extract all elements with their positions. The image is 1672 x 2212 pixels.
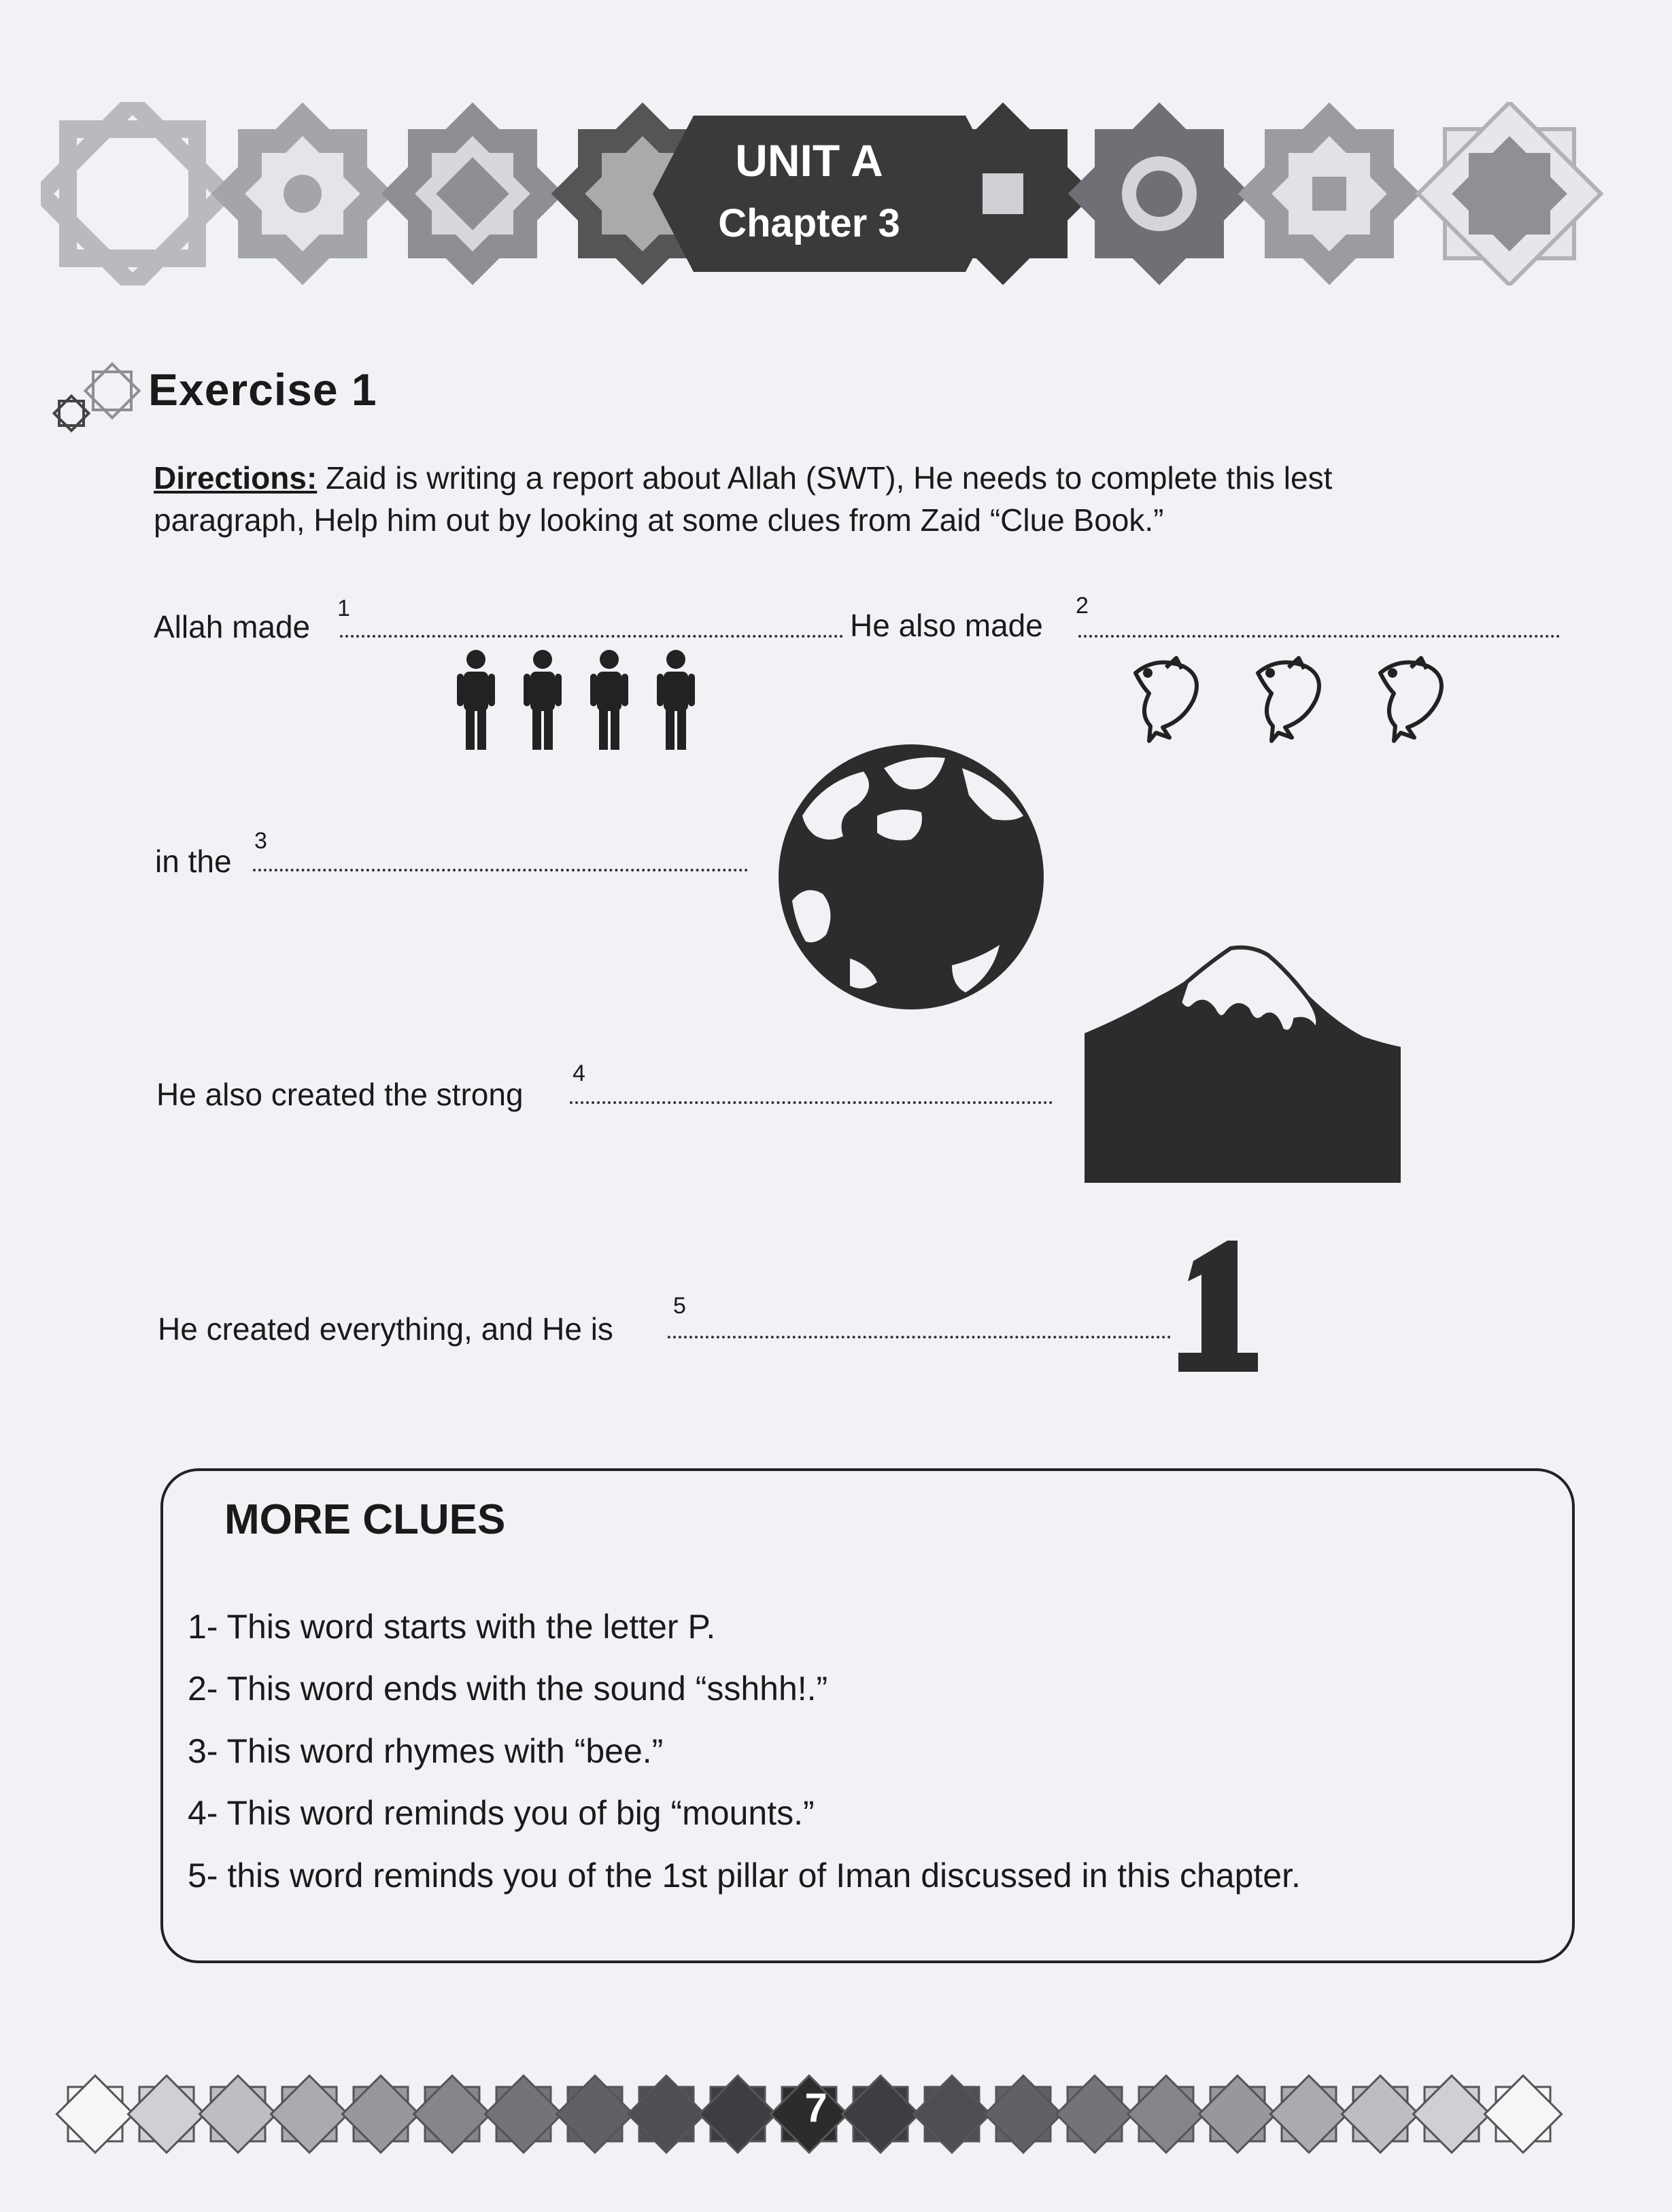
clue-item: 3- This word rhymes with “bee.” xyxy=(188,1732,664,1770)
people-picture xyxy=(452,649,704,751)
page-number: 7 xyxy=(804,2085,828,2130)
ornament-tile-icon xyxy=(211,103,394,286)
sentence-1-text: Allah made xyxy=(154,609,311,644)
ornament-star-icon xyxy=(48,360,143,435)
clue-item: 4- This word reminds you of big “mounts.” xyxy=(188,1794,815,1832)
blank-2-number: 2 xyxy=(1076,593,1089,619)
sentence-2-text: He also made xyxy=(850,608,1043,643)
more-clues-title: MORE CLUES xyxy=(224,1496,506,1543)
ornament-tile-icon xyxy=(41,103,224,286)
blank-5-number: 5 xyxy=(673,1293,686,1319)
ornament-tile-icon xyxy=(1238,103,1421,286)
fish-icon xyxy=(1380,658,1441,741)
unit-title: UNIT A xyxy=(735,135,883,186)
fish-icon xyxy=(1136,658,1197,741)
mountain-icon xyxy=(1085,935,1401,1183)
ornament-tile-icon xyxy=(1068,103,1251,286)
clue-item: 1- This word starts with the letter P. xyxy=(188,1608,716,1646)
blank-2[interactable] xyxy=(1078,635,1560,638)
directions-label: Directions: xyxy=(154,460,318,496)
ornament-tile-icon xyxy=(912,103,1095,286)
clue-item: 5- this word reminds you of the 1st pillar of Iman discussed in this chapter. xyxy=(188,1856,1301,1895)
exercise-title: Exercise 1 xyxy=(148,364,377,415)
directions-paragraph xyxy=(154,457,1486,541)
blank-1[interactable] xyxy=(340,635,843,638)
person-icon xyxy=(524,650,562,750)
sentence-4-text: He also created the strong xyxy=(156,1077,524,1112)
fish-picture xyxy=(1129,653,1469,744)
ornament-tile-icon xyxy=(1418,103,1601,286)
person-icon xyxy=(657,650,695,750)
number-one-icon xyxy=(1173,1237,1261,1373)
header-ornament-band xyxy=(41,102,1632,286)
blank-3-number: 3 xyxy=(254,828,267,854)
blank-4-number: 4 xyxy=(573,1060,585,1086)
blank-4[interactable] xyxy=(570,1101,1053,1104)
blank-5[interactable] xyxy=(668,1336,1171,1338)
ornament-tile-icon xyxy=(381,103,564,286)
chapter-title: Chapter 3 xyxy=(718,201,900,245)
directions-text: Zaid is writing a report about Allah (SWT), He needs to complete this lest paragraph, Help him out by looking at some clues from Zaid “Clue Book.” xyxy=(154,460,1333,538)
person-icon xyxy=(590,650,628,750)
person-icon xyxy=(457,650,495,750)
sentence-5-text: He created everything, and He is xyxy=(158,1311,613,1347)
blank-3[interactable] xyxy=(253,869,748,871)
clue-item: 2- This word ends with the sound “sshhh!.” xyxy=(188,1670,828,1708)
blank-1-number: 1 xyxy=(337,595,350,621)
sentence-3-text: in the xyxy=(155,844,232,879)
fish-icon xyxy=(1258,658,1319,741)
globe-icon xyxy=(775,741,1047,1013)
